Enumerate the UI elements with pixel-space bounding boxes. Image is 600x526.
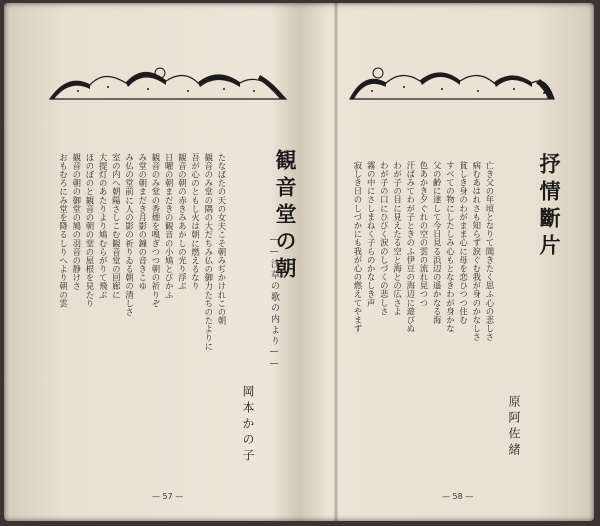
- poem-line: 観音のみ堂の隅の大だちみ仏の御力たちのたよりに: [203, 153, 214, 351]
- poem-line: 汗ばみてわが子ときのふ伊豆の海辺に遊びぬ: [405, 161, 416, 333]
- poem-line: すべての物にしたしみ心もとなきわが身かな: [445, 161, 456, 333]
- poem-line: 吾が心のともし火は朝に燃えるなり: [190, 153, 201, 291]
- book-spread: [4, 3, 594, 521]
- poem-line: 寂しき日のしづかにも我が心の燃えてやまず: [352, 161, 363, 333]
- poem-line: わが子の目に見えたる空と海との広さよ: [392, 161, 403, 316]
- author-name: 原阿佐緒: [507, 395, 521, 459]
- poem-line: 霧の中にさしまねく子らのかなしき声: [366, 161, 377, 308]
- poem-body: [44, 153, 228, 453]
- page-number: — 58 —: [442, 492, 474, 501]
- right-page: [338, 3, 594, 521]
- poem-line: み堂の朝まだき月影の鐘の音きこゆ: [137, 153, 148, 291]
- hills-ornament-left: [48, 65, 288, 101]
- poem-line: わが子の口にひびく涙のしづくの悲しさ: [379, 161, 390, 316]
- page-title: 抒情斷片: [537, 153, 562, 261]
- hills-ornament-right: [348, 65, 556, 101]
- poem-line: 観音のみ堂の香煙を嗅ぎつつ朝の祈りぞ: [150, 153, 161, 308]
- poem-line: 貧しき身のわがまま心に母を恋ひつつ住む: [458, 161, 469, 325]
- poem-line: 父の齢に達して今日見る浜辺の遥かなる海: [432, 161, 443, 325]
- poem-line: 亡き父の年頃となりて聞きたく思ふ心の悲しさ: [485, 161, 495, 342]
- poem-line: ほのぼのと観音の朝の堂の屋根を見たり: [84, 153, 95, 308]
- poem-line: み仏の堂前に人の影の祈りゐる朝の清しさ: [124, 153, 135, 317]
- poem-body: [348, 161, 496, 483]
- poem-line: 病むあはれさも知らず涙ぐむ我が身のかなしさ: [471, 161, 482, 342]
- page-number: — 57 —: [152, 492, 184, 501]
- author-name: 岡本かの子: [241, 385, 255, 465]
- poem-line: 室の内へ朝陽さしこむ観音堂の回廊に: [111, 153, 122, 300]
- poem-line: 観音の朝の赤きみあかしの光り浮ぶ: [177, 153, 188, 291]
- poem-line: たなばたの天の女夫こそ朝みぢかけれこの朝: [217, 153, 227, 325]
- page-subtitle: ——浅草の歌の内より——: [269, 235, 279, 371]
- poem-line: 大提灯のあたりより鳩むらがりて飛ぶ: [98, 153, 109, 300]
- poem-line: 観音の朝の御堂の鳩の羽音の静けさ: [71, 153, 82, 291]
- page-title: 観音堂の朝: [273, 149, 298, 284]
- poem-line: 色あかき夕ぐれの空の雲の流れ見つつ: [418, 161, 429, 308]
- left-page: [4, 3, 334, 521]
- poem-line: 日曜の朝まだきの観音の小鳩とびかふ: [164, 153, 175, 300]
- poem-line: おもむろにみ堂を降るしりへより朝の雲: [58, 153, 69, 308]
